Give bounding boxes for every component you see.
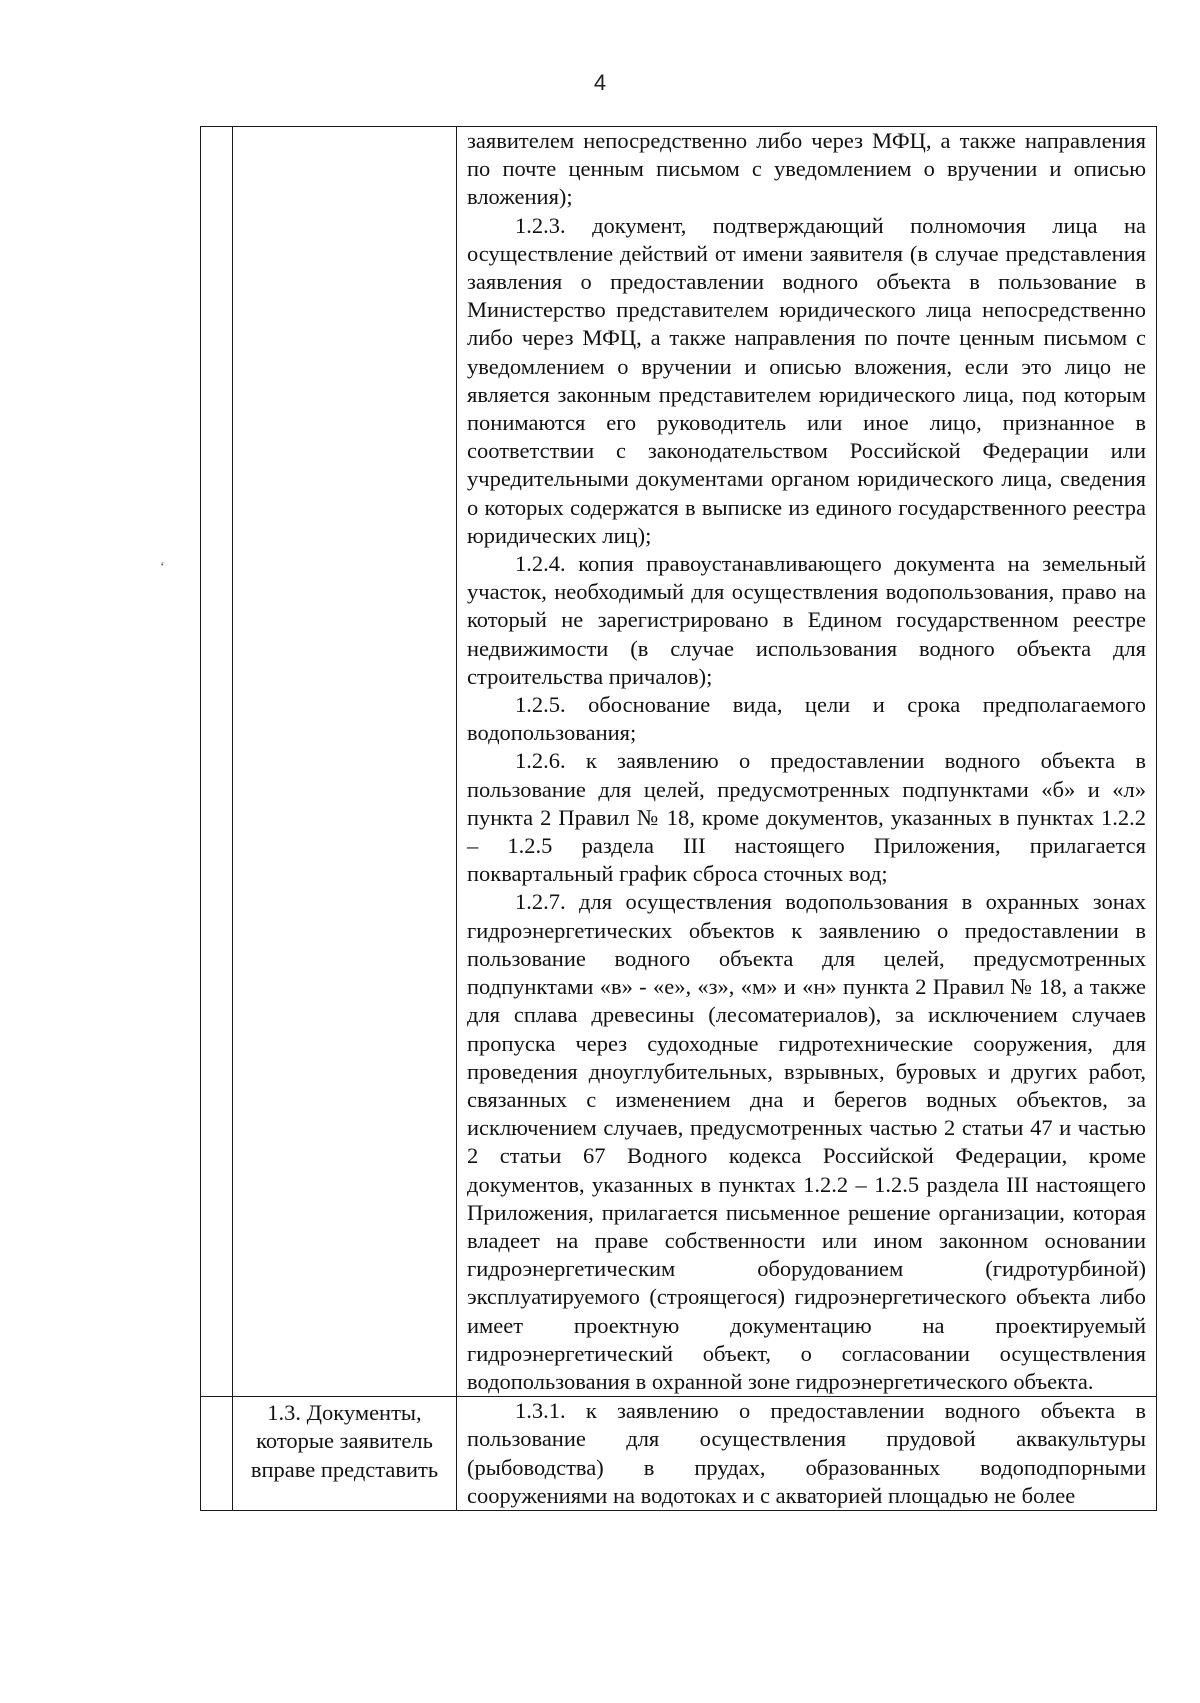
paragraph-1-3-1: 1.3.1. к заявлению о предоставлении водного объекта в пользование для осуществления прудовой аквакультуры (рыбоводства) в прудах, образованных водоподпорными сооружениями на водотоках и с акваторией площадью не более [467,1398,1146,1508]
requirements-table [200,126,1157,1511]
row-label-cell [233,127,457,1397]
paragraph-1-2-5: 1.2.5. обоснование вида, цели и срока предполагаемого водопользования; [467,692,1146,746]
section-label-1-3: 1.3. Документы, которые заявитель вправе представить [233,1397,457,1511]
paragraph-1-2-4: 1.2.4. копия правоустанавливающего документа на земельный участок, необходимый для осуществления водопользования, право на который не зарегистрировано в Едином государственном реестре недвижимости (в случае использования водного объекта для строительства причалов); [467,551,1146,689]
row-content-cell [457,127,1157,1397]
row-content-cell [457,1397,1157,1511]
paragraph-1-2-6: 1.2.6. к заявлению о предоставлении водного объекта в пользование для целей, предусмотренных подпунктами «б» и «л» пункта 2 Правил № 18, кроме документов, указанных в пунктах 1.2.2 – 1.2.5 раздела III настоящего Приложения, прилагается поквартальный график сброса сточных вод; [467,748,1146,887]
page-number: 4 [593,70,607,95]
paragraph-1-2-3: 1.2.3. документ, подтверждающий полномочия лица на осуществление действий от имени заявителя (в случае представления заявления о предоставлении водного объекта в пользование в Министерство представителем юридического лица непосредственно либо через МФЦ, а также направления по почте ценным письмом с уведомлением о вручении и описью вложения, если это лицо не является законным представителем юридического лица, под которым понимаются его руководитель или иное лицо, признанное в соответствии с законодательством Российской Федерации или учредительными документами органом юридического лица, сведения о которых содержатся в выписке из единого государственного реестра юридических лиц); [467,212,1146,548]
paragraph-1-2-7: 1.2.7. для осуществления водопользования в охранных зонах гидроэнергетических объектов к заявлению о предоставлении в пользование водного объекта для целей, предусмотренных подпунктами «в» - «е», «з», «м» и «н» пункта 2 Правил № 18, а также для сплава древесины (лесоматериалов), за исключением случаев пропуска через судоходные гидротехнические сооружения, для проведения дноуглубительных, взрывных, буровых и других работ, связанных с изменением дна и берегов водных объектов, за исключением случаев, предусмотренных частью 2 статьи 47 и частью 2 статьи 67 Водного кодекса Российской Федерации, кроме документов, указанных в пунктах 1.2.2 – 1.2.5 раздела III настоящего Приложения, прилагается письменное решение организации, которая владеет на праве собственности или ином законном основании гидроэнергетическим оборудованием (гидротурбиной) эксплуатируемого (строящегося) гидроэнергетического объекта либо имеет проектную документацию на проектируемый гидроэнергетический объект, о согласовании осуществления водопользования в охранной зоне гидроэнергетического объекта. [467,889,1146,1394]
row-number-cell [201,127,233,1397]
row-number-cell [201,1397,233,1511]
table-row [201,1397,1157,1511]
scan-artifact: ‘ [160,560,165,575]
table-row [201,127,1157,1397]
paragraph-continuation: заявителем непосредственно либо через МФЦ, а также направления по почте ценным письмом с уведомлением о вручении и описью вложения); [467,128,1146,210]
